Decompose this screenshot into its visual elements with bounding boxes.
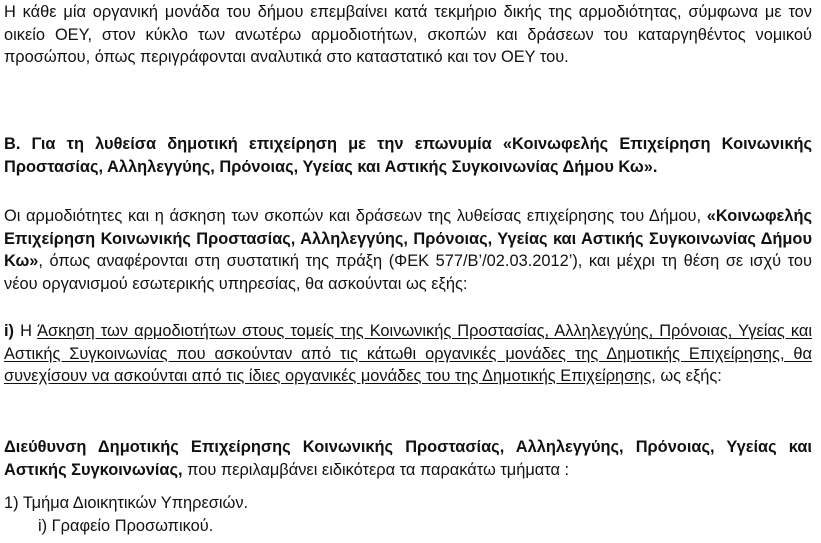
directorate-name-bold: Διεύθυνση Δημοτικής Επιχείρησης Κοινωνικής Προστασίας, Αλληλεγγύης, Πρόνοιας, Υγείας και Αστικής Συγκοινωνίας, bbox=[4, 438, 812, 479]
section-heading-b: Β. Για τη λυθείσα δημοτική επιχείρηση με την επωνυμία «Κοινωφελής Επιχείρηση Κοινωνικής Προστασίας, Αλληλεγγύης, Πρόνοιας, Υγείας και Αστικής Συγκοινωνίας Δήμου Κω». bbox=[4, 135, 812, 176]
paragraph-directorate bbox=[4, 436, 812, 481]
competences-intro-text: Οι αρμοδιότητες και η άσκηση των σκοπών και δράσεων της λυθείσας επιχείρησης του Δήμου, bbox=[4, 207, 707, 225]
item-tail-text: , ως εξής: bbox=[651, 367, 722, 385]
item-lead-text: Η bbox=[14, 322, 38, 340]
list-item-1: 1) Τμήμα Διοικητικών Υπηρεσιών. bbox=[4, 494, 249, 512]
paragraph-oey-competence: Η κάθε μία οργανική μονάδα του δήμου επεμβαίνει κατά τεκμήριο δικής της αρμοδιότητας, σύμφωνα με τον οικείο ΟΕΥ, στον κύκλο των ανωτέρω αρμοδιοτήτων, σκοπών και δράσεων του καταργηθέντος νομικού προσώπου, όπως περιγράφονται αναλυτικά στο καταστατικό και τον ΟΕΥ του. bbox=[4, 3, 812, 66]
competences-tail-text: , όπως αναφέρονται στη συστατική της πράξη (ΦΕΚ 577/Β’/02.03.2012’), και μέχρι τη θέση σε ισχύ του νέου οργανισμού εσωτερικής υπηρεσίας, θα ασκούνται ως εξής: bbox=[4, 252, 812, 293]
item-marker: i) bbox=[4, 322, 15, 340]
directorate-tail-text: που περιλαμβάνει ειδικότερα τα παρακάτω τμήματα : bbox=[182, 460, 570, 479]
underlined-text: Άσκηση των αρμοδιοτήτων στους τομείς της Κοινωνικής Προστασίας, Αλληλεγγύης, Πρόνοιας, Υγείας και Αστικής Συγκοινωνίας που ασκούνταν από τις κάτωθι οργανικές μονάδες της Δημοτικής Επιχείρησης, θα συνεχίσουν να ασκούνται από τις ίδιες οργανικές μονάδες του της Δημοτικής Επιχείρησης bbox=[4, 322, 812, 385]
paragraph-item-i bbox=[4, 320, 812, 388]
enterprise-name-bold: «Κοινωφελής Επιχείρηση Κοινωνικής Προστασίας, Αλληλεγγύης, Πρόνοιας, Υγείας και Αστικής Συγκοινωνίας Δήμου Κω» bbox=[4, 207, 812, 270]
paragraph-competences bbox=[4, 205, 812, 295]
sub-list-item-i: i) Γραφείο Προσωπικού. bbox=[38, 517, 214, 535]
